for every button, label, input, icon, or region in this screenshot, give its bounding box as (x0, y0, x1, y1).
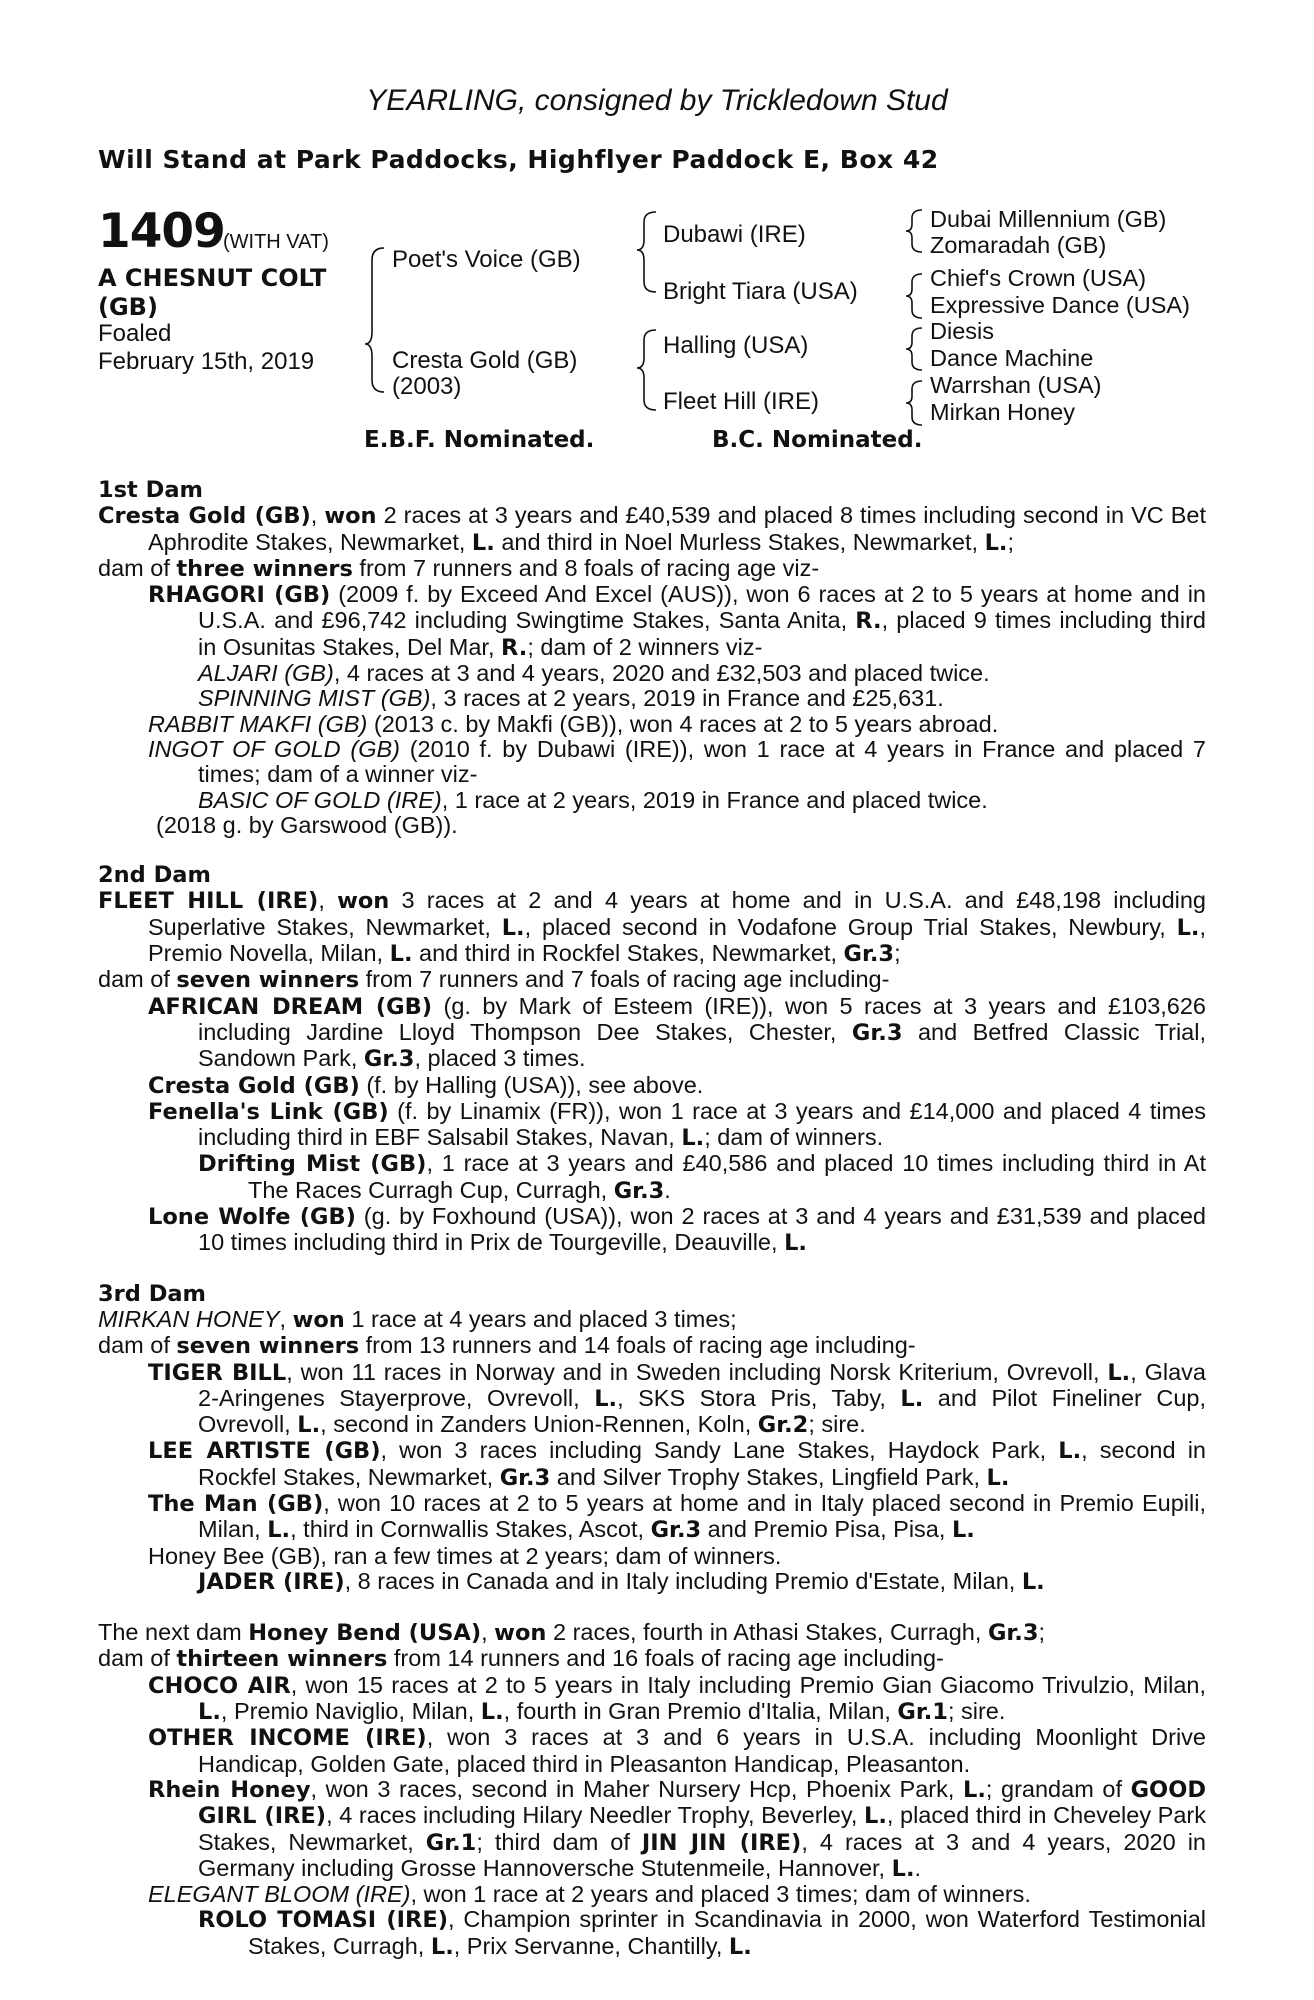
produce-spinning-mist: SPINNING MIST (GB), 3 races at 2 years, 2019 in France and £25,631. (198, 685, 944, 712)
produce-drifting-mist: Drifting Mist (GB), 1 race at 3 years and £40,586 and placed 10 times including third in At The Races Curragh Cup, Curragh, Gr.3. (198, 1150, 1207, 1204)
produce-jader: JADER (IRE), 8 races in Canada and in Italy including Premio d'Estate, Milan, L. (198, 1567, 1045, 1595)
third-dam-heading: 3rd Dam (98, 1280, 206, 1307)
produce-lee-artiste: LEE ARTISTE (GB), won 3 races including Sandy Lane Stakes, Haydock Park, L., second in Rockfel Stakes, Newmarket, Gr.3 and Silver Trophy Stakes, Lingfield Park, L. (148, 1437, 1206, 1491)
pedigree-notes (98, 478, 1206, 1960)
third-dam-produce-summary: dam of seven winners from 13 runners and 14 foals of racing age including- (98, 1332, 916, 1360)
produce-basic-of-gold: BASIC OF GOLD (IRE), 1 race at 2 years, 2019 in France and placed twice. (198, 786, 988, 813)
stand-location: Will Stand at Park Paddocks, Highflyer Paddock E, Box 42 (98, 145, 939, 174)
produce-other-income: OTHER INCOME (IRE), won 3 races at 3 and 6 years in U.S.A. including Moonlight Drive Handicap, Golden Gate, placed third in Pleasanton Handicap, Pleasanton. (148, 1724, 1207, 1777)
first-dam-paragraph: Cresta Gold (GB), won 2 races at 3 years and £40,539 and placed 8 times including second in VC Bet Aphrodite Stakes, Newmarket, L. and third in Noel Murless Stakes, Newmarket, L.; (98, 502, 1206, 556)
pedigree-dam: Cresta Gold (GB) (392, 347, 578, 374)
produce-2018: (2018 g. by Garswood (GB)). (156, 811, 458, 838)
produce-ingot-of-gold: INGOT OF GOLD (GB) (2010 f. by Dubawi (IRE)), won 1 race at 4 years in France and placed 7 times; dam of a winner viz- (148, 735, 1206, 788)
produce-the-man: The Man (GB), won 10 races at 2 to 5 years at home and in Italy placed second in Premio Eupili, Milan, L., third in Cornwallis Stakes, Ascot, Gr.3 and Premio Pisa, Pisa, L. (148, 1489, 1206, 1544)
won-label: won (324, 503, 377, 530)
ebf-nominated: E.B.F. Nominated. (364, 427, 595, 453)
next-dam-produce-summary: dam of thirteen winners from 14 runners and 16 foals of racing age including- (98, 1645, 944, 1673)
brace-gen3-2 (906, 274, 922, 318)
pedigree-g3-7: Warrshan (USA) (930, 372, 1102, 398)
brace-gen2-lower (637, 330, 656, 410)
page-title: YEARLING, consigned by Trickledown Stud (366, 84, 948, 117)
pedigree-g3-5: Diesis (930, 318, 994, 344)
next-dam-paragraph: The next dam Honey Bend (USA), won 2 races, fourth in Athasi Stakes, Curragh, Gr.3; (98, 1619, 1046, 1647)
produce-choco-air: CHOCO AIR, won 15 races at 2 to 5 years in Italy including Premio Gian Giacomo Trivulzio, Milan, L., Premio Naviglio, Milan, L., fourth in Gran Premio d'Italia, Milan, Gr.1; sire. (148, 1671, 1206, 1726)
produce-aljari: ALJARI (GB), 4 races at 3 and 4 years, 2020 and £32,503 and placed twice. (198, 660, 990, 687)
pedigree-g3-2: Zomaradah (GB) (930, 232, 1107, 258)
produce-rhagori: RHAGORI (GB) (2009 f. by Exceed And Excel (AUS)), won 6 races at 2 to 5 years at home and in U.S.A. and £96,742 including Swingtime Stakes, Santa Anita, R., placed 9 times including third in Osunitas Stakes, Del Mar, R.; dam of 2 winners viz- (148, 581, 1206, 661)
first-dam-produce-summary: dam of three winners from 7 runners and 8 foals of racing age viz- (98, 554, 820, 582)
produce-elegant-bloom: ELEGANT BLOOM (IRE), won 1 race at 2 years and placed 3 times; dam of winners. (148, 1881, 1031, 1908)
pedigree-sire-sire: Dubawi (IRE) (663, 221, 806, 248)
pedigree-g3-4: Expressive Dance (USA) (930, 292, 1190, 318)
produce-fenellas-link: Fenella's Link (GB) (f. by Linamix (FR)), won 1 race at 3 years and £14,000 and placed 4 times including third in EBF Salsabil Stakes, Navan, L.; dam of winners. (148, 1097, 1206, 1152)
pedigree-dam-dam: Fleet Hill (IRE) (663, 388, 820, 415)
foaled-label: Foaled (98, 320, 172, 347)
brace-gen3-3 (906, 328, 922, 370)
produce-tiger-bill: TIGER BILL, won 11 races in Norway and in Sweden including Norsk Kriterium, Ovrevoll, L., Glava 2-Aringenes Stayerprove, Ovrevoll, L., SKS Stora Pris, Taby, L. and Pilot Fineliner Cup, Ovrevoll, L., second in Zanders Union-Rennen, Koln, Gr.2; sire. (148, 1358, 1206, 1439)
second-dam-paragraph: FLEET HILL (IRE), won 3 races at 2 and 4 years at home and in U.S.A. and £48,198 including Superlative Stakes, Newmarket, L., placed second in Vodafone Group Trial Stakes, Newbury, L., Premio Novella, Milan, L. and third in Rockfel Stakes, Newmarket, Gr.3; (98, 887, 1207, 968)
vat-label: (WITH VAT) (223, 231, 329, 253)
foaled-date: February 15th, 2019 (98, 348, 315, 375)
pedigree-g3-8: Mirkan Honey (930, 399, 1075, 425)
produce-honey-bee: Honey Bee (GB), ran a few times at 2 years; dam of winners. (148, 1542, 782, 1569)
produce-rhein-honey: Rhein Honey, won 3 races, second in Maher Nursery Hcp, Phoenix Park, L.; grandam of GOOD GIRL (IRE), 4 races including Hilary Needler Trophy, Beverley, L., placed third in Cheveley Park Stakes, Newmarket, Gr.1; third dam of JIN JIN (IRE), 4 races at 3 and 4 years, 2020 in Germany including Grosse Hannoversche Stutenmeile, Hannover, L.. (148, 1775, 1207, 1882)
brace-gen3-4 (906, 381, 922, 425)
first-dam-name: Cresta Gold (GB) (98, 503, 311, 530)
bc-nominated: B.C. Nominated. (712, 427, 923, 453)
second-dam-heading: 2nd Dam (98, 862, 211, 889)
second-dam-produce-summary: dam of seven winners from 7 runners and 7 foals of racing age including- (98, 966, 890, 994)
pedigree-sire-dam: Bright Tiara (USA) (663, 278, 858, 305)
pedigree-g3-3: Chief's Crown (USA) (930, 265, 1147, 291)
brace-gen3-1 (906, 210, 922, 252)
produce-cresta-gold: Cresta Gold (GB) (f. by Halling (USA)), see above. (148, 1071, 704, 1099)
pedigree-g3-1: Dubai Millennium (GB) (930, 206, 1167, 232)
pedigree-g3-6: Dance Machine (930, 345, 1094, 371)
produce-rolo-tomasi: ROLO TOMASI (IRE), Champion sprinter in Scandinavia in 2000, won Waterford Testimonial Stakes, Curragh, L., Prix Servanne, Chantilly, L. (198, 1906, 1206, 1960)
lot-description: A CHESNUT COLT (GB) (98, 264, 327, 321)
pedigree-dam-year: (2003) (392, 373, 462, 400)
lot-number: 1409 (98, 204, 225, 259)
pedigree-dam-sire: Halling (USA) (663, 332, 809, 359)
pedigree-sire: Poet's Voice (GB) (392, 246, 581, 273)
first-dam-heading: 1st Dam (98, 477, 203, 503)
produce-rabbit-makfi: RABBIT MAKFI (GB) (2013 c. by Makfi (GB)), won 4 races at 2 to 5 years abroad. (148, 710, 999, 737)
brace-gen2-upper (637, 212, 656, 292)
produce-lone-wolfe: Lone Wolfe (GB) (g. by Foxhound (USA)), won 2 races at 3 and 4 years and £31,539 and placed 10 times including third in Prix de Tourgeville, Deauville, L. (148, 1203, 1206, 1257)
produce-african-dream: AFRICAN DREAM (GB) (g. by Mark of Esteem (IRE)), won 5 races at 3 years and £103,626 including Jardine Lloyd Thompson Dee Stakes, Chester, Gr.3 and Betfred Classic Trial, Sandown Park, Gr.3, placed 3 times. (148, 992, 1207, 1073)
brace-gen1 (365, 248, 384, 392)
third-dam-paragraph: MIRKAN HONEY, won 1 race at 4 years and placed 3 times; (98, 1305, 737, 1333)
